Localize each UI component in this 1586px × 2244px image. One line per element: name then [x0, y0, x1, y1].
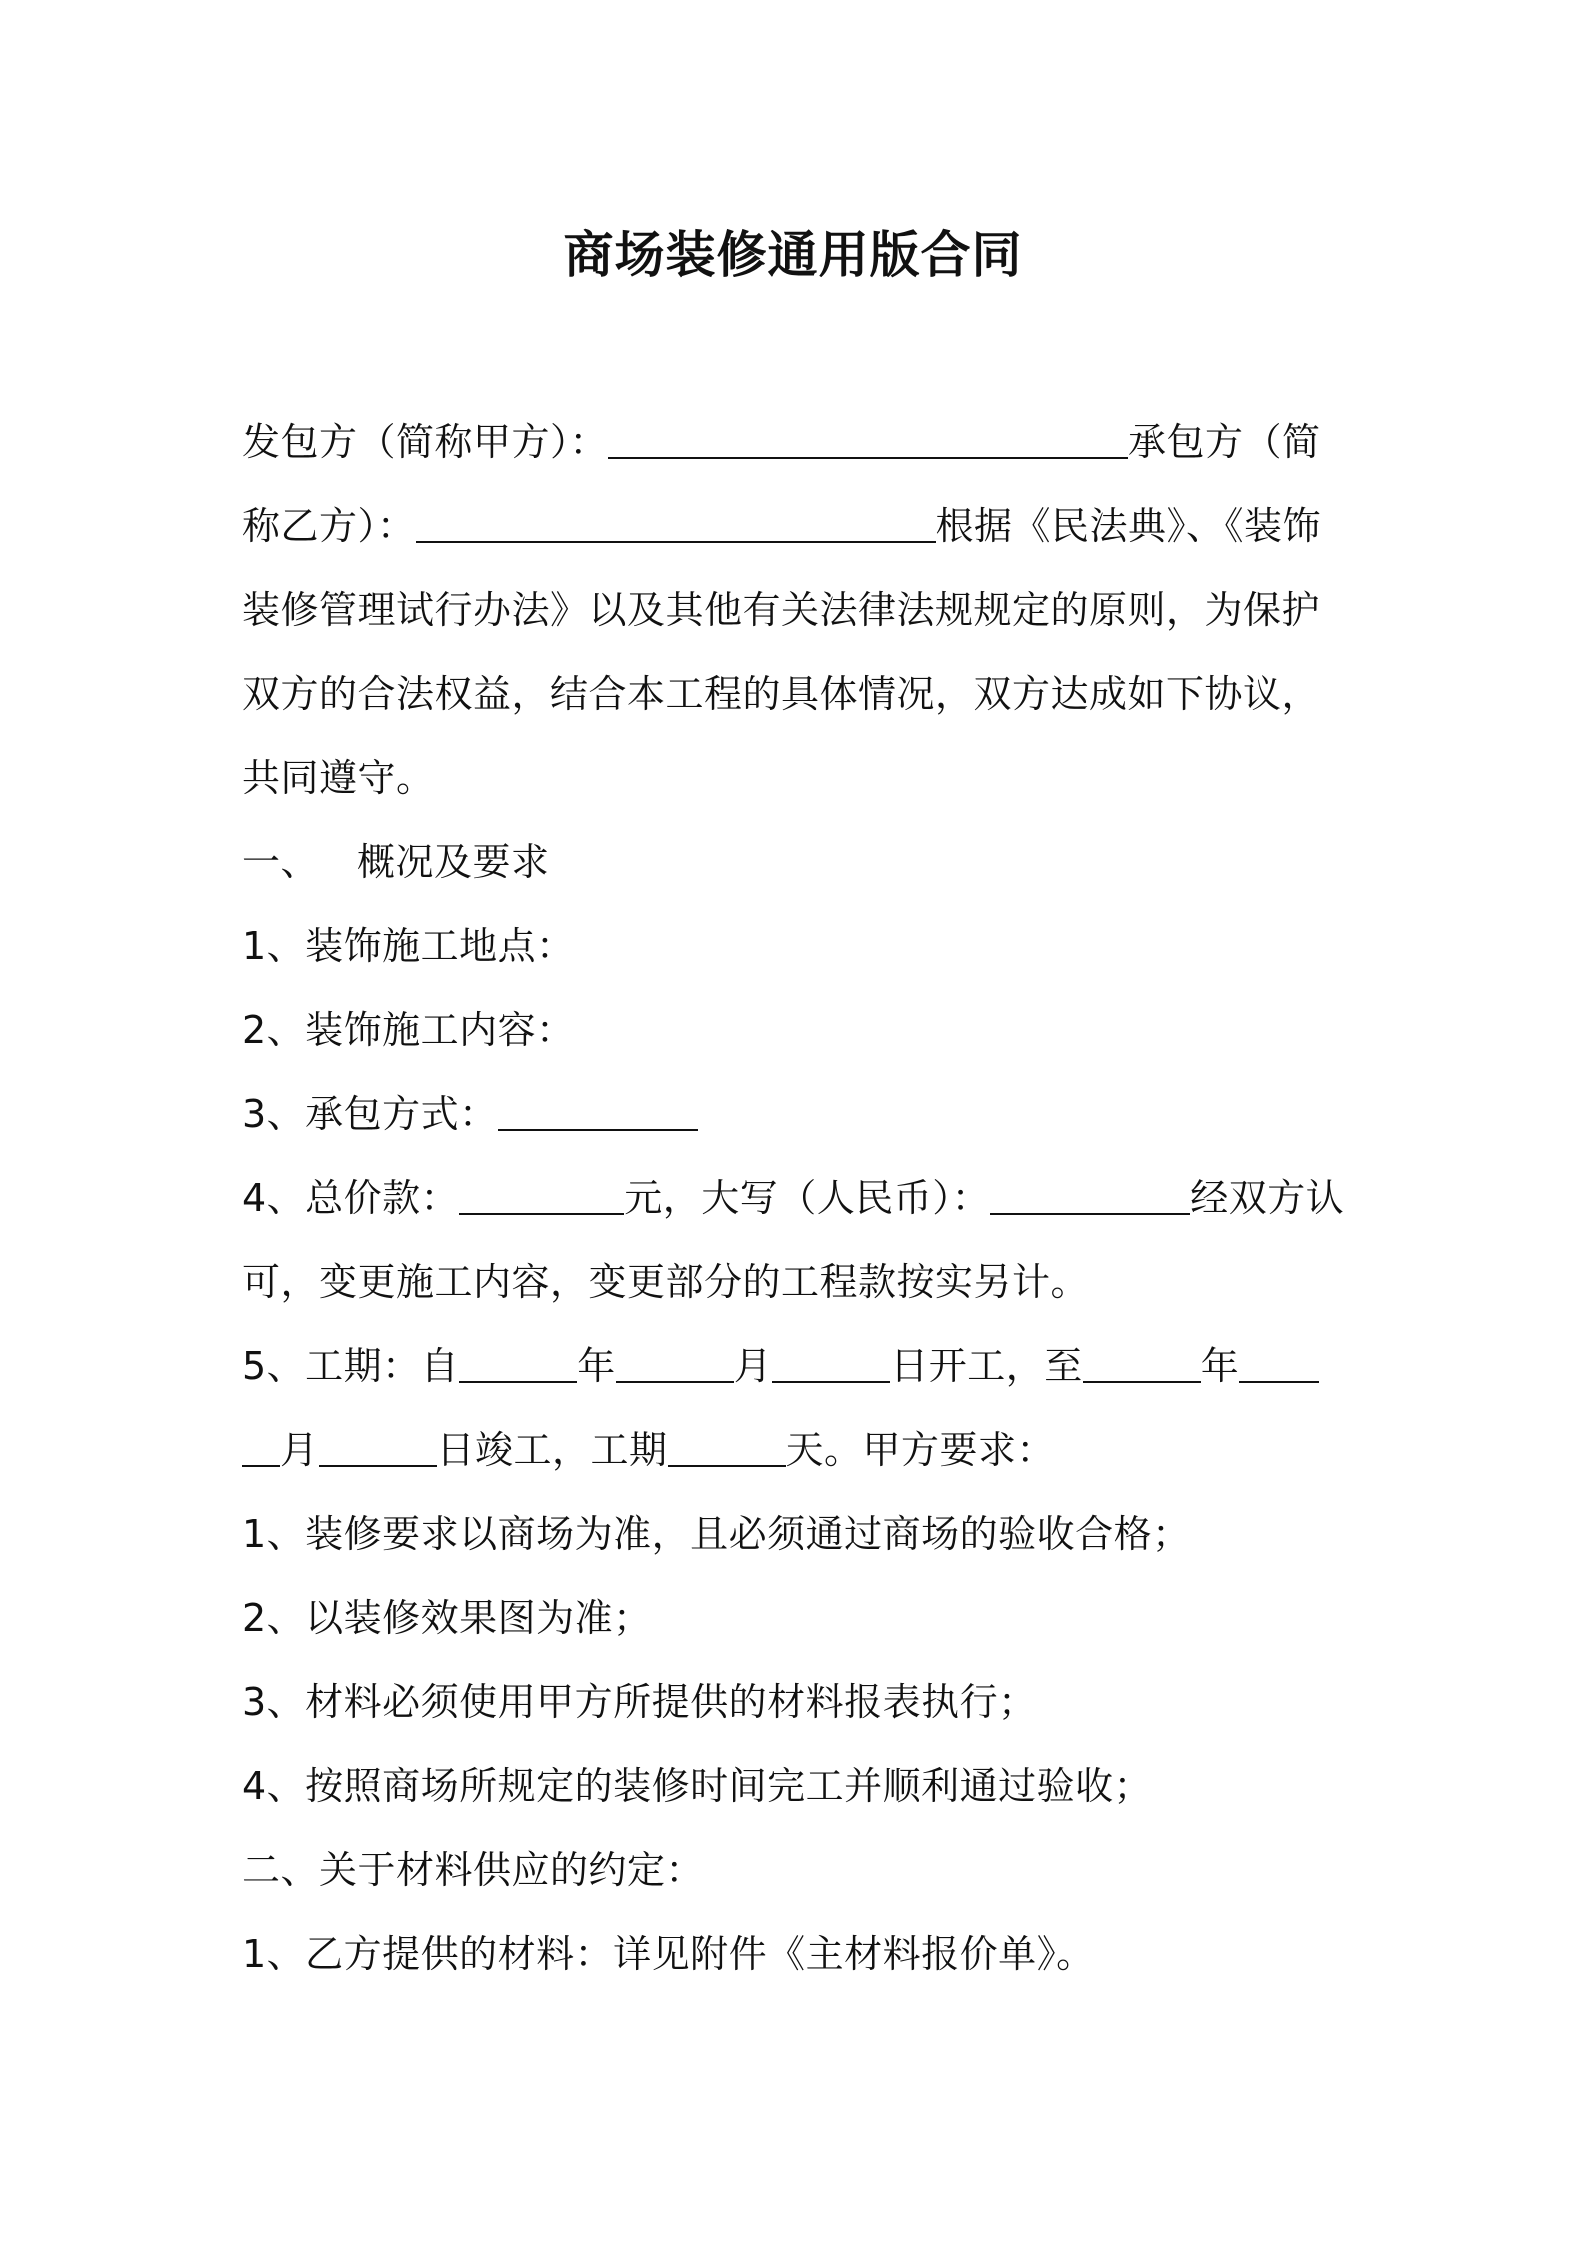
party-b-label-end: 称乙方）：: [242, 504, 416, 548]
item-schedule-cont: [242, 1408, 1352, 1492]
end-month-label: 月: [280, 1428, 319, 1472]
section-1-heading: [242, 820, 1352, 904]
total-price-blank: [459, 1173, 624, 1215]
contract-method-blank: [498, 1089, 698, 1131]
schedule-label: 5、工期：自: [242, 1344, 460, 1388]
end-year-blank: [1083, 1341, 1201, 1383]
start-day-blank: [772, 1341, 890, 1383]
material-item-1: 1、乙方提供的材料：详见附件《主材料报价单》。: [242, 1932, 1095, 1976]
start-year-blank: [459, 1341, 577, 1383]
end-year-label: 年: [1200, 1344, 1240, 1388]
section-1-title: 概况及要求: [357, 840, 550, 884]
contract-method-label: 3、承包方式：: [242, 1092, 498, 1136]
section-1-number: 一、: [242, 840, 320, 884]
end-day-label: 日竣工，工期: [436, 1428, 668, 1472]
end-month-blank-end: [242, 1425, 280, 1467]
duration-blank: [668, 1425, 786, 1467]
intro-line-1: [242, 400, 1352, 484]
intro-line-2: [242, 484, 1352, 568]
total-price-capital-label: 元，大写（人民币）：: [624, 1176, 991, 1220]
duration-label: 天。甲方要求：: [785, 1428, 1056, 1472]
intro-line-5: 共同遵守。: [242, 756, 435, 800]
requirement-item: 1、装修要求以商场为准，且必须通过商场的验收合格；: [242, 1512, 1191, 1556]
document-title: 商场装修通用版合同: [563, 226, 1023, 284]
section-2-heading: 二、关于材料供应的约定：: [242, 1848, 705, 1892]
end-month-blank-start: [1239, 1341, 1319, 1383]
total-price-approval: 经双方认: [1190, 1176, 1345, 1220]
intro-line-3: 装修管理试行办法》以及其他有关法律法规规定的原则，为保护: [242, 588, 1321, 632]
item-construction-site: 1、装饰施工地点：: [242, 924, 575, 968]
item-contract-method: [242, 1072, 1352, 1156]
party-b-blank: [416, 501, 936, 543]
intro-line-4: 双方的合法权益，结合本工程的具体情况，双方达成如下协议，: [242, 672, 1321, 716]
start-year-label: 年: [577, 1344, 616, 1388]
total-price-capital-blank: [990, 1173, 1190, 1215]
requirement-item: 3、材料必须使用甲方所提供的材料报表执行；: [242, 1680, 1037, 1724]
item-total-price-cont: 可，变更施工内容，变更部分的工程款按实另计。: [242, 1260, 1090, 1304]
item-schedule: [242, 1324, 1352, 1408]
requirement-item: 4、按照商场所规定的装修时间完工并顺利通过验收；: [242, 1764, 1153, 1808]
start-month-blank: [616, 1341, 734, 1383]
start-month-label: 月: [733, 1344, 773, 1388]
basis-text-start: 根据《民法典》、《装饰: [935, 504, 1322, 548]
party-a-label: 发包方（简称甲方）：: [242, 420, 609, 464]
party-b-label-start: 承包方（简: [1128, 420, 1321, 464]
document-body: [242, 400, 1352, 1996]
end-day-blank: [319, 1425, 437, 1467]
item-total-price: [242, 1156, 1352, 1240]
item-construction-content: 2、装饰施工内容：: [242, 1008, 575, 1052]
requirement-item: 2、以装修效果图为准；: [242, 1596, 652, 1640]
start-day-label: 日开工，至: [890, 1344, 1083, 1388]
total-price-label: 4、总价款：: [242, 1176, 460, 1220]
party-a-blank: [608, 417, 1128, 459]
